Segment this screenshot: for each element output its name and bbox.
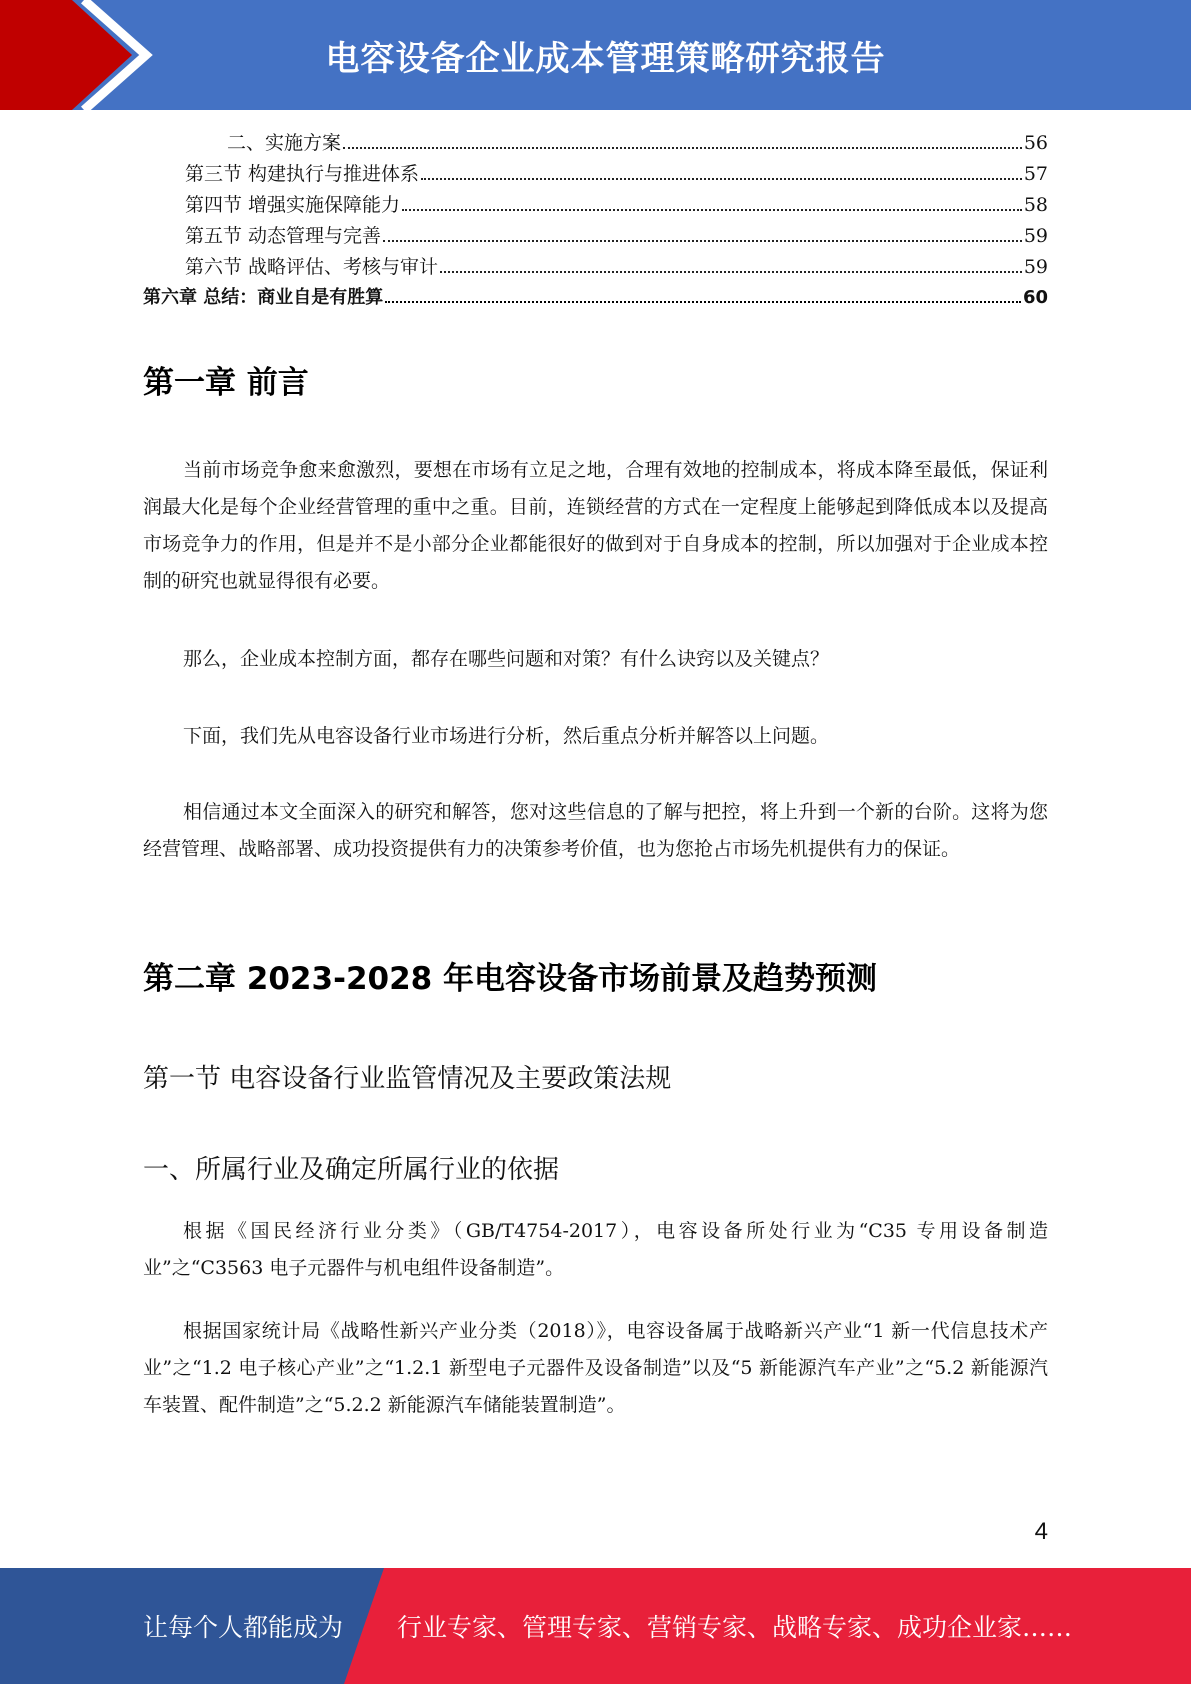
toc-entry-page: 59 [1023,225,1048,247]
page-header [0,0,1191,110]
chapter-heading: 第二章 2023-2028 年电容设备市场前景及趋势预测 [143,961,878,997]
paragraph: 根据国家统计局《战略性新兴产业分类（2018）》，电容设备属于战略新兴产业“1 新一代信息技术产业”之“1.2 电子核心产业”之“1.2.1 新型电子元器件及设备制造”以及“5 新能源汽车产业”之“5.2 新能源汽车装置、配件制造”之“5.2.2 新能源汽车储能装置制造”。 [143,1320,1048,1416]
toc-entry-page: 60 [1022,287,1048,308]
toc-leader-dots [383,240,1022,242]
page-number: 4 [1034,1518,1048,1545]
footer-slogan-right: 行业专家、管理专家、营销专家、战略专家、成功企业家…… [397,1613,1073,1642]
chapter-heading: 第一章 前言 [143,365,309,401]
toc-entry-title: 第三节 构建执行与推进体系 [185,163,420,185]
toc-entry-page: 59 [1023,256,1048,278]
paragraph: 下面，我们先从电容设备行业市场进行分析，然后重点分析并解答以上问题。 [183,725,830,747]
toc-entry[interactable] [143,190,1048,221]
table-of-contents [143,128,1048,314]
toc-entry[interactable] [143,252,1048,283]
paragraph: 根据《国民经济行业分类》（GB/T4754-2017），电容设备所处行业为“C35 专用设备制造业”之“C3563 电子元器件与机电组件设备制造”。 [143,1220,1048,1279]
toc-entry-title: 二、实施方案 [227,132,342,154]
subsection-heading: 一、所属行业及确定所属行业的依据 [143,1155,560,1185]
page-footer [0,1568,1191,1684]
toc-entry[interactable] [143,159,1048,190]
toc-entry[interactable] [143,128,1048,159]
toc-leader-dots [343,147,1022,149]
toc-entry-page: 56 [1023,132,1048,154]
toc-entry-page: 58 [1023,194,1048,216]
toc-leader-dots [402,209,1022,211]
toc-leader-dots [421,178,1022,180]
toc-entry-page: 57 [1023,163,1048,185]
footer-slogan-left: 让每个人都能成为 [143,1613,344,1642]
report-title: 电容设备企业成本管理策略研究报告 [325,38,886,79]
paragraph: 那么，企业成本控制方面，都存在哪些问题和对策？有什么诀窍以及关键点？ [183,648,830,670]
toc-leader-dots [385,301,1021,303]
toc-leader-dots [440,271,1022,273]
toc-entry[interactable] [143,221,1048,252]
toc-entry-title: 第六节 战略评估、考核与审计 [185,256,439,278]
toc-entry-title: 第六章 总结：商业自是有胜算 [143,287,384,308]
section-heading: 第一节 电容设备行业监管情况及主要政策法规 [143,1064,672,1094]
paragraph: 当前市场竞争愈来愈激烈，要想在市场有立足之地，合理有效地的控制成本，将成本降至最低，保证利润最大化是每个企业经营管理的重中之重。目前，连锁经营的方式在一定程度上能够起到降低成本以及提高市场竞争力的作用，但是并不是小部分企业都能很好的做到对于自身成本的控制，所以加强对于企业成本控制的研究也就显得很有必要。 [143,459,1048,592]
paragraph: 相信通过本文全面深入的研究和解答，您对这些信息的了解与把控，将上升到一个新的台阶。这将为您经营管理、战略部署、成功投资提供有力的决策参考价值，也为您抢占市场先机提供有力的保证。 [143,801,1048,860]
toc-entry-title: 第五节 动态管理与完善 [185,225,382,247]
toc-entry-title: 第四节 增强实施保障能力 [185,194,401,216]
toc-entry-chapter[interactable] [143,283,1048,314]
